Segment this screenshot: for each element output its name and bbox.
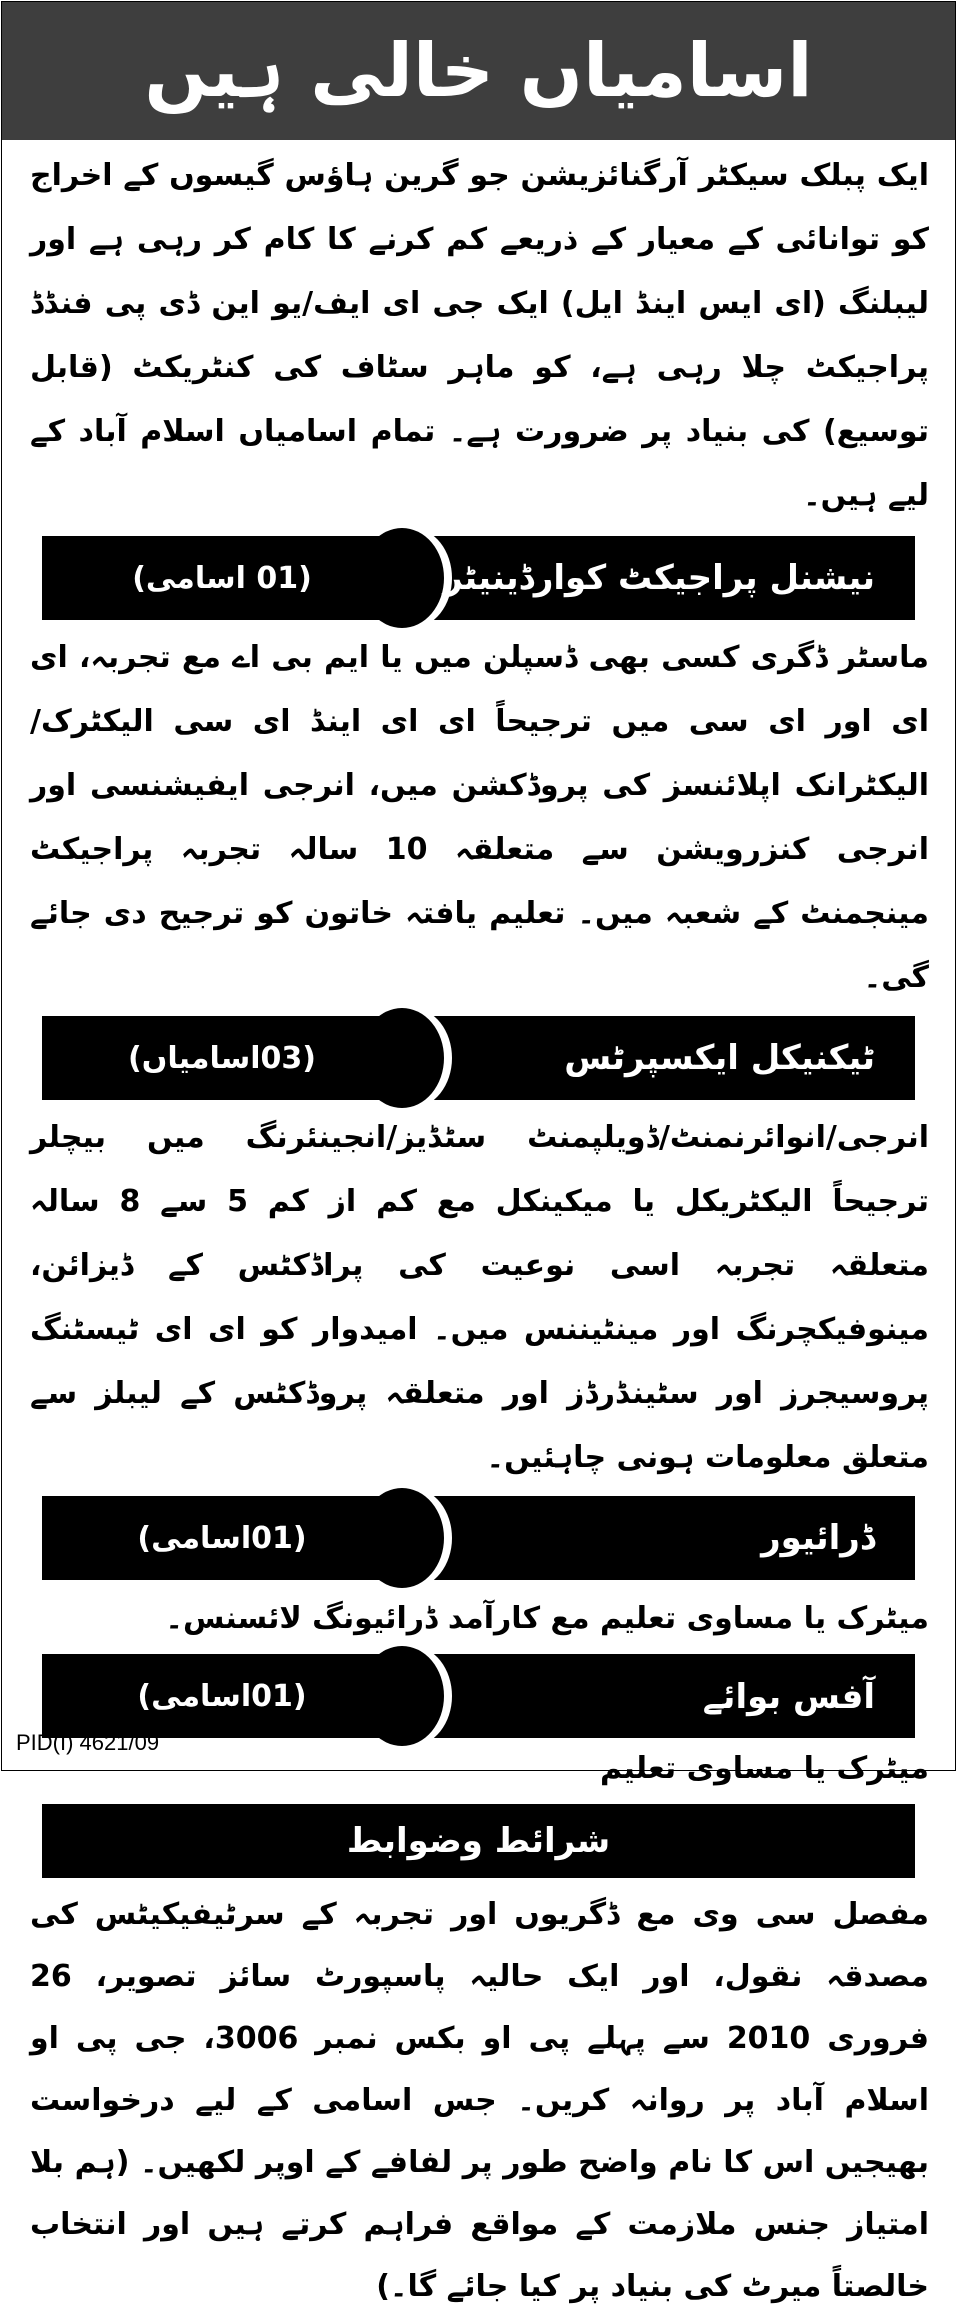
position-header-2 bbox=[42, 1016, 915, 1100]
position-count: (01 اسامی) bbox=[132, 560, 312, 596]
position-header-4 bbox=[42, 1654, 915, 1738]
terms-paragraph: مفصل سی وی مع ڈگریوں اور تجربہ کے سرٹیفیکیٹس کی مصدقہ نقول، اور ایک حالیہ پاسپورٹ سائز تصویر، 26 فروری 2010 سے پہلے پی او بکس نمبر 3006، جی پی او اسلام آباد پر روانہ کریں۔ جس اسامی کے لیے درخواست بھیجیں اس کا نام واضح طور پر لفافے کے اوپر لکھیں۔ (ہم بلا امتیاز جنس ملازمت کے مواقع فراہم کرتے ہیں اور انتخاب خالصتاً میرٹ کی بنیاد پر کیا جائے گا۔) bbox=[30, 1897, 929, 2304]
position-description: میٹرک یا مساوی تعلیم مع کارآمد ڈرائیونگ لائسنس۔ bbox=[165, 1601, 929, 1636]
title-banner bbox=[2, 2, 955, 140]
lens-ornament-inner bbox=[360, 1008, 444, 1108]
page-title: اسامیاں خالی ہیں bbox=[144, 28, 813, 114]
lens-ornament-inner bbox=[360, 528, 444, 628]
position-count: (01اسامی) bbox=[137, 1520, 307, 1556]
position-title: آفس بوائے bbox=[702, 1676, 875, 1717]
position-description: ماسٹر ڈگری کسی بھی ڈسپلن میں یا ایم بی اے مع تجربہ، ای ای اور ای سی میں ترجیحاً ای ای اینڈ ای سی الیکٹرک/الیکٹرانک اپلائنسز کی پروڈکشن میں، انرجی ایفیشنسی اور انرجی کنزرویشن سے متعلقہ 10 سالہ تجربہ پراجیکٹ مینجمنٹ کے شعبہ میں۔ تعلیم یافتہ خاتون کو ترجیح دی جائے گی۔ bbox=[30, 640, 929, 995]
lens-ornament-inner bbox=[360, 1488, 444, 1588]
intro-paragraph: ایک پبلک سیکٹر آرگنائزیشن جو گرین ہاؤس گیسوں کے اخراج کو توانائی کے معیار کے ذریعے کم کرنے کا کام کر رہی ہے اور لیبلنگ (ای ایس اینڈ ایل) ایک جی ای ایف/یو این ڈی پی فنڈڈ پراجیکٹ چلا رہی ہے، کو ماہر سٹاف کی کنٹریکٹ (قابل توسیع) کی بنیاد پر ضرورت ہے۔ تمام اسامیاں اسلام آباد کے لیے ہیں۔ bbox=[30, 158, 929, 513]
lens-ornament-inner bbox=[360, 1646, 444, 1746]
position-header-1 bbox=[42, 536, 915, 620]
terms-header bbox=[42, 1804, 915, 1878]
position-title: ڈرائیور bbox=[761, 1518, 875, 1558]
position-title: ٹیکنیکل ایکسپرٹس bbox=[564, 1038, 875, 1078]
position-count: (03اسامیاں) bbox=[128, 1040, 316, 1076]
position-header-3 bbox=[42, 1496, 915, 1580]
pid-number: PID(I) 4621/09 bbox=[16, 1730, 160, 1755]
position-count: (01اسامی) bbox=[137, 1678, 307, 1714]
terms-title: شرائط وضوابط bbox=[346, 1821, 611, 1861]
job-advertisement bbox=[1, 1, 956, 2304]
position-title: نیشنل پراجیکٹ کوارڈینیٹر bbox=[443, 558, 875, 598]
position-description: انرجی/انوائرنمنٹ/ڈویلپمنٹ سٹڈیز/انجینئرنگ میں بیچلر ترجیحاً الیکٹریکل یا میکینکل مع کم از کم 5 سے 8 سالہ متعلقہ تجربہ اسی نوعیت کی پراڈکٹس کے ڈیزائن، مینوفیکچرنگ اور مینٹیننس میں۔ امیدوار کو ای ای ٹیسٹنگ پروسیجرز اور سٹینڈرڈز اور متعلقہ پروڈکٹس کے لیبلز سے متعلق معلومات ہونی چاہئیں۔ bbox=[30, 1120, 930, 1475]
position-description: میٹرک یا مساوی تعلیم bbox=[599, 1751, 929, 1786]
